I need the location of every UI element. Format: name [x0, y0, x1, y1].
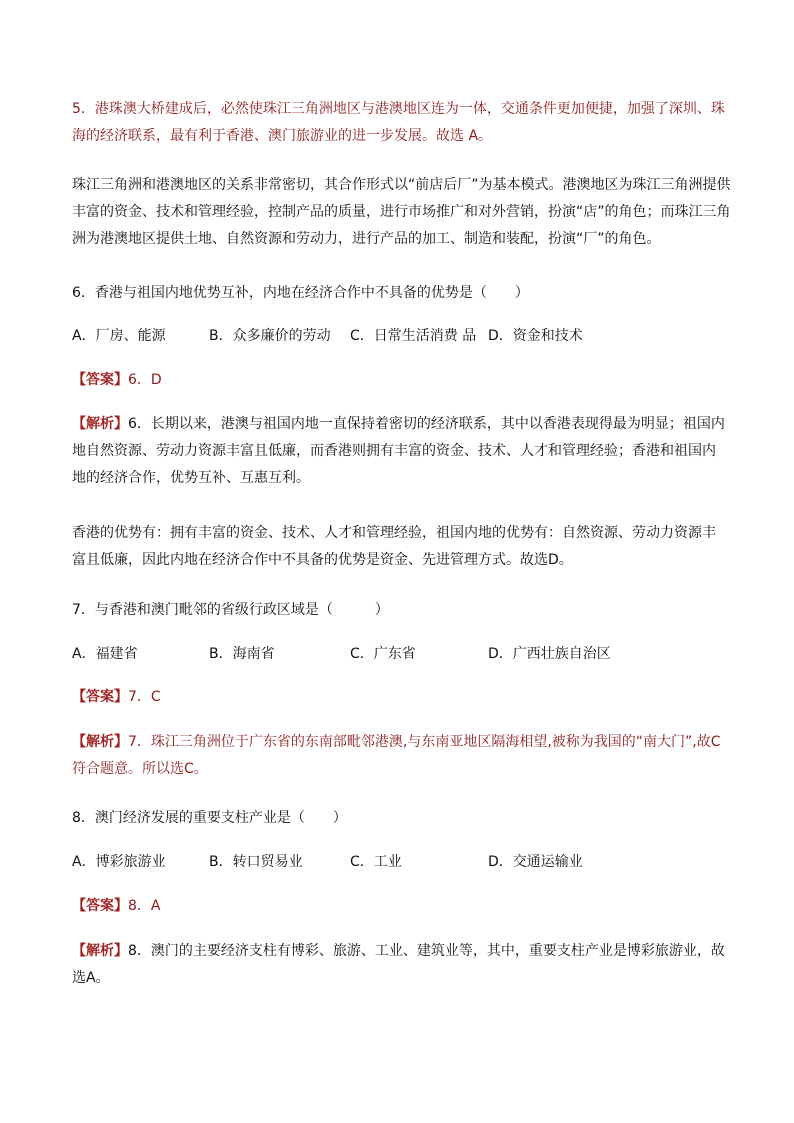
q6-option-c: C．日常生活消费 品: [350, 328, 477, 344]
q6-question: 6．香港与祖国内地优势互补，内地在经济合作中不具备的优势是（ ）: [72, 285, 529, 301]
q6-analysis-tag: 【解析】: [72, 416, 128, 432]
q5-explanation: [72, 96, 725, 150]
note-line-3: 洲为港澳地区提供土地、自然资源和劳动力，进行产品的加工、制造和装配，扮演“厂”的角色。: [72, 231, 661, 247]
q5-line-1: 5．港珠澳大桥建成后，必然使珠江三角洲地区与港澳地区连为一体，交通条件更加便捷，加强了深圳、珠: [72, 101, 725, 117]
q7-option-d: D．广西壮族自治区: [488, 646, 611, 662]
q8-analysis-line-2: 选A。: [72, 970, 110, 986]
q6-answer-value: 6．D: [128, 372, 162, 388]
q6-answer: [72, 367, 722, 394]
q8-answer: [72, 893, 722, 920]
q6-option-a: A．厂房、能源: [72, 328, 166, 344]
q6-analysis-line-3: 地的经济合作，优势互补、互惠互利。: [72, 470, 310, 486]
q6-analysis-line-2: 地自然资源、劳动力资源丰富且低廉，而香港则拥有丰富的资金、技术、人才和管理经验；香港和祖国内: [72, 443, 716, 459]
note-line-1: 珠江三角洲和港澳地区的关系非常密切，其合作形式以“前店后厂”为基本模式。港澳地区为珠江三角洲提供: [72, 177, 731, 193]
q7-analysis: [72, 729, 722, 783]
background-note: [72, 172, 731, 253]
q7-answer-tag: 【答案】: [72, 689, 128, 705]
q7-analysis-line-1: 7．珠江三角洲位于广东省的东南部毗邻港澳,与东南亚地区隔海相望,被称为我国的“南大门”,故C: [128, 734, 721, 750]
q7-analysis-line-2: 符合题意。所以选C。: [72, 761, 208, 777]
q6-answer-tag: 【答案】: [72, 372, 128, 388]
q8-analysis-line-1: 8．澳门的主要经济支柱有博彩、旅游、工业、建筑业等，其中，重要支柱产业是博彩旅游业，故: [128, 943, 725, 959]
q8-answer-tag: 【答案】: [72, 898, 128, 914]
q6-option-d: D．资金和技术: [488, 328, 583, 344]
q6-option-b: B．众多廉价的劳动: [209, 328, 331, 344]
q8-answer-value: 8．A: [128, 898, 161, 914]
q5-line-2: 海的经济联系，最有利于香港、澳门旅游业的进一步发展。故选 A。: [72, 128, 493, 144]
q6-options: [72, 323, 722, 350]
q7-option-b: B．海南省: [209, 646, 275, 662]
q7-analysis-tag: 【解析】: [72, 734, 128, 750]
q6-extra-line-2: 富且低廉，因此内地在经济合作中不具备的优势是资金、先进管理方式。故选D。: [72, 552, 573, 568]
q7-answer: [72, 684, 722, 711]
q8-analysis: [72, 938, 725, 992]
q7-option-a: A．福建省: [72, 646, 138, 662]
q8-question: 8．澳门经济发展的重要支柱产业是（ ）: [72, 810, 347, 826]
q7-option-c: C．广东省: [350, 646, 416, 662]
q6-analysis-line-1: 6．长期以来，港澳与祖国内地一直保持着密切的经济联系，其中以香港表现得最为明显；祖国内: [128, 416, 725, 432]
q7-options: [72, 641, 722, 668]
q8-option-c: C．工业: [350, 854, 402, 870]
q8-analysis-tag: 【解析】: [72, 943, 128, 959]
q6-extra-line-1: 香港的优势有：拥有丰富的资金、技术、人才和管理经验，祖国内地的优势有：自然资源、劳动力资源丰: [72, 525, 716, 541]
q7-answer-value: 7．C: [128, 689, 161, 705]
q8-option-a: A．博彩旅游业: [72, 854, 166, 870]
q8-option-d: D．交通运输业: [488, 854, 583, 870]
note-line-2: 丰富的资金、技术和管理经验，控制产品的质量，进行市场推广和对外营销，扮演“店”的角色；而珠江三角: [72, 204, 731, 220]
q7-question: 7．与香港和澳门毗邻的省级行政区域是（ ）: [72, 602, 389, 618]
q8-option-b: B．转口贸易业: [209, 854, 303, 870]
q8-options: [72, 849, 722, 876]
q6-analysis: [72, 411, 725, 492]
q6-extra: [72, 520, 722, 574]
